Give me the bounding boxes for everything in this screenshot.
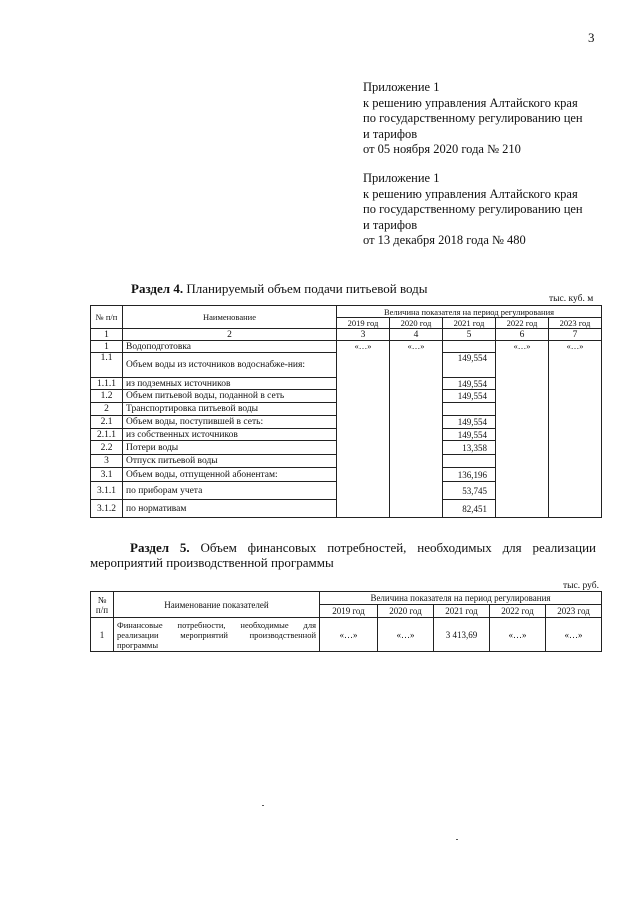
section5-unit: тыс. руб. [563,581,599,591]
row-num: 2.1 [91,416,123,429]
col-header-year: 2021 год [443,318,496,329]
value-2022: «…» [496,341,549,518]
value-2021: 82,451 [443,500,496,518]
annex-line: и тарифов [363,126,418,141]
value-2019: «…» [320,618,378,652]
annex-line: и тарифов [363,217,418,232]
row-name: Отпуск питьевой воды [123,455,337,468]
col-header-year: 2023 год [549,318,602,329]
col-header-year: 2019 год [337,318,390,329]
value-2021: 149,554 [443,353,496,378]
col-header-num: № п/п [91,306,123,329]
col-header-year: 2023 год [546,605,602,618]
annex-line: к решению управления Алтайского края [363,186,578,201]
section5-title-line1: Объем финансовых потребностей, необходимых для реализации [200,540,597,555]
index-cell: 3 [337,329,390,341]
row-name: Финансовые потребности, необходимые для реализации мероприятий производственной программы [114,618,320,652]
value-2021 [443,455,496,468]
row-name: Объем питьевой воды, поданной в сеть [123,390,337,403]
row-name: Водоподготовка [123,341,337,353]
row-num: 2.1.1 [91,429,123,441]
value-2021: 3 413,69 [434,618,490,652]
section5-heading [90,540,596,570]
section4-heading [131,281,428,297]
value-2021 [443,341,496,353]
col-header-name: Наименование [123,306,337,329]
value-2020: «…» [390,341,443,518]
table-row [91,618,602,652]
financial-needs-table [90,591,602,652]
table-row [91,341,602,353]
col-header-year: 2022 год [490,605,546,618]
row-num: 3.1.1 [91,482,123,500]
row-num: 1 [91,618,114,652]
col-header-period: Величина показателя на период регулирования [337,306,602,318]
row-num: 3 [91,455,123,468]
row-name: из собственных источников [123,429,337,441]
section4-label: Раздел 4. [131,281,184,296]
row-num: 2 [91,403,123,416]
value-2021 [443,403,496,416]
value-2022: «…» [490,618,546,652]
col-header-name: Наименование показателей [114,592,320,618]
scan-speck [262,805,264,806]
annex-block-2 [363,171,583,249]
section5-title-line2: мероприятий производственной программы [90,555,334,570]
value-2021: 149,554 [443,378,496,390]
col-header-year: 2020 год [378,605,434,618]
scan-speck [456,839,458,840]
page-number: 3 [588,30,595,45]
value-2019: «…» [337,341,390,518]
row-name: Объем воды, отпущенной абонентам: [123,468,337,482]
value-2021: 149,554 [443,390,496,403]
annex-line: к решению управления Алтайского края [363,95,578,110]
col-header-num: № п/п [91,592,114,618]
annex-line: Приложение 1 [363,171,440,185]
row-num: 1.2 [91,390,123,403]
row-name: из подземных источников [123,378,337,390]
row-num: 1 [91,341,123,353]
row-name: Транспортировка питьевой воды [123,403,337,416]
index-cell: 1 [91,329,123,341]
value-2020: «…» [378,618,434,652]
row-num: 1.1.1 [91,378,123,390]
col-header-year: 2020 год [390,318,443,329]
value-2021: 136,196 [443,468,496,482]
index-cell: 4 [390,329,443,341]
row-name: по приборам учета [123,482,337,500]
water-volume-table [90,305,602,518]
row-num: 1.1 [91,353,123,378]
col-header-year: 2019 год [320,605,378,618]
index-cell: 2 [123,329,337,341]
annex-line: от 13 декабря 2018 года № 480 [363,233,526,247]
value-2023: «…» [549,341,602,518]
col-header-year: 2021 год [434,605,490,618]
row-name: по нормативам [123,500,337,518]
row-name: Объем воды из источников водоснабже-ния: [123,353,337,378]
annex-block-1 [363,80,583,158]
annex-line: по государственному регулированию цен [363,202,583,216]
col-header-year: 2022 год [496,318,549,329]
row-name: Объем воды, поступившей в сеть: [123,416,337,429]
annex-line: Приложение 1 [363,80,440,94]
row-num: 2.2 [91,441,123,455]
value-2021: 149,554 [443,416,496,429]
index-cell: 7 [549,329,602,341]
annex-line: по государственному регулированию цен [363,111,583,125]
section4-unit: тыс. куб. м [549,294,594,304]
section5-label: Раздел 5. [130,540,190,555]
value-2021: 149,554 [443,429,496,441]
section4-title: Планируемый объем подачи питьевой воды [186,281,428,296]
col-header-period: Величина показателя на период регулирования [320,592,602,605]
index-cell: 5 [443,329,496,341]
value-2021: 13,358 [443,441,496,455]
value-2021: 53,745 [443,482,496,500]
row-name: Потери воды [123,441,337,455]
value-2023: «…» [546,618,602,652]
row-num: 3.1.2 [91,500,123,518]
row-num: 3.1 [91,468,123,482]
annex-line: от 05 ноября 2020 года № 210 [363,142,521,156]
index-cell: 6 [496,329,549,341]
